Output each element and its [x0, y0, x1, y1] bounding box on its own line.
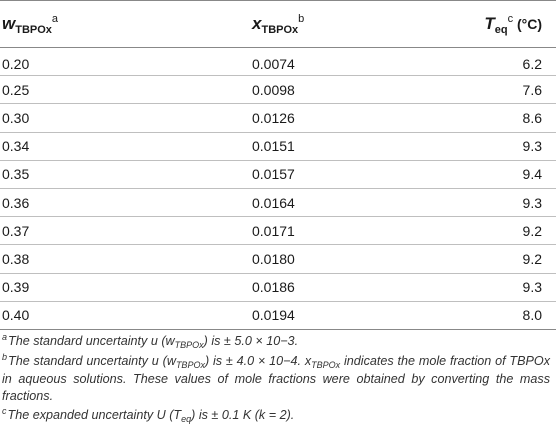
footnote-a-text-post: ) is ± 5.0 × 10−3. [203, 334, 299, 348]
cell-x: 0.0171 [252, 222, 295, 239]
header-w-symbol: w [2, 14, 16, 33]
header-w-subscript: TBPOx [15, 24, 52, 36]
header-t-symbol: T [484, 14, 495, 33]
table-footnotes [2, 333, 550, 427]
footnote-b [2, 353, 550, 405]
cell-teq: 9.4 [522, 166, 542, 183]
cell-x: 0.0186 [252, 279, 295, 296]
cell-teq: 9.3 [522, 138, 542, 155]
table-row [0, 273, 556, 301]
cell-x: 0.0157 [252, 166, 295, 183]
table-row [0, 301, 556, 329]
table-row [0, 48, 556, 76]
cell-w: 0.40 [2, 307, 30, 324]
footnote-c-text-pre: The expanded uncertainty U (T [7, 408, 182, 422]
cell-w: 0.39 [2, 279, 30, 296]
cell-x: 0.0126 [252, 109, 295, 126]
footnote-a [2, 333, 550, 351]
table-row [0, 76, 556, 104]
header-x-footnote-marker: b [298, 13, 305, 25]
cell-w: 0.34 [2, 138, 30, 155]
cell-x: 0.0074 [252, 55, 295, 72]
table-row [0, 132, 556, 160]
cell-teq: 8.0 [522, 307, 542, 324]
footnote-b-text-post: indicates the mole fraction of TBPOx in aqueous solutions. These values of mole fractions were obtained by converting the mass fractions. [2, 354, 551, 403]
table-row [0, 104, 556, 132]
cell-w: 0.35 [2, 166, 30, 183]
table-body [0, 48, 556, 330]
footnote-a-text-pre: The standard uncertainty u (w [8, 334, 175, 348]
header-t-unit: (°C) [516, 16, 542, 32]
footnote-b-text-mid: ) is ± 4.0 × 10−4. x [204, 354, 312, 368]
header-x-subscript: TBPOx [261, 24, 299, 36]
cell-x: 0.0151 [252, 138, 295, 155]
cell-w: 0.36 [2, 194, 30, 211]
cell-teq: 9.2 [522, 250, 542, 267]
header-x-symbol: x [252, 14, 262, 33]
footnote-b-text-pre: The standard uncertainty u (w [8, 354, 176, 368]
footnote-c-text-post: ) is ± 0.1 K (k = 2). [191, 408, 295, 422]
footnote-b-marker: b [2, 352, 8, 362]
footnote-b-subscript: TBPOx [175, 360, 205, 370]
cell-x: 0.0180 [252, 250, 295, 267]
table-row [0, 160, 556, 188]
header-t-eq [472, 1, 556, 48]
cell-teq: 6.2 [522, 55, 542, 72]
header-x-tbpox [232, 1, 472, 48]
cell-w: 0.25 [2, 81, 30, 98]
cell-teq: 9.3 [522, 194, 542, 211]
table-header [0, 1, 556, 48]
cell-w: 0.30 [2, 109, 30, 126]
footnote-c-subscript: eq [181, 414, 192, 424]
footnote-b-subscript-2: TBPOx [311, 360, 341, 370]
cell-teq: 9.3 [522, 279, 542, 296]
header-w-footnote-marker: a [51, 13, 59, 25]
cell-teq: 9.2 [522, 222, 542, 239]
footnote-a-marker: a [2, 332, 8, 342]
cell-w: 0.38 [2, 250, 30, 267]
header-t-footnote-marker: c [507, 13, 514, 25]
footnote-a-subscript: TBPOx [174, 340, 204, 350]
footnote-c [2, 407, 550, 425]
cell-w: 0.37 [2, 222, 30, 239]
table-row [0, 188, 556, 216]
cell-teq: 7.6 [522, 81, 542, 98]
cell-x: 0.0098 [252, 81, 295, 98]
header-w-tbpox [0, 1, 232, 48]
cell-w: 0.20 [2, 55, 30, 72]
footnote-c-marker: c [2, 406, 7, 416]
table-row [0, 217, 556, 245]
header-row [0, 1, 556, 48]
cell-teq: 8.6 [522, 109, 542, 126]
table-row [0, 245, 556, 273]
header-t-subscript: eq [494, 24, 508, 36]
cell-x: 0.0194 [252, 307, 295, 324]
cell-x: 0.0164 [252, 194, 295, 211]
